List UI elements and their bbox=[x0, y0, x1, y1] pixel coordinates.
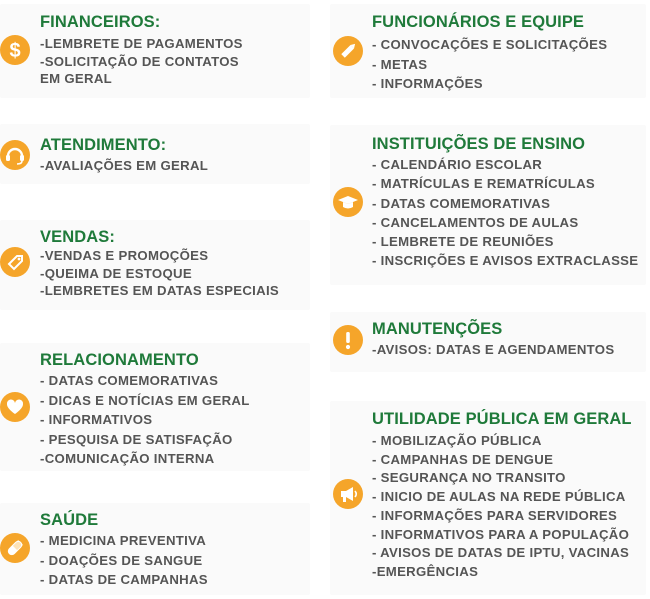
list-item: - AVISOS DE DATAS DE IPTU, VACINAS bbox=[372, 545, 630, 561]
section-title-vendas: VENDAS: bbox=[40, 228, 115, 246]
list-item: - DOAÇÕES DE SANGUE bbox=[40, 552, 203, 568]
list-item: - INFORMAÇÕES bbox=[372, 76, 483, 91]
section-list-manutencoes bbox=[372, 341, 614, 359]
list-item: - PESQUISA DE SATISFAÇÃO bbox=[40, 431, 233, 447]
section-title-instituicoes: INSTITUIÇÕES DE ENSINO bbox=[372, 135, 586, 153]
list-item: EM GERAL bbox=[40, 71, 113, 86]
list-item: -SOLICITAÇÃO DE CONTATOS bbox=[40, 53, 239, 69]
section-title-manutencoes: MANUTENÇÕES bbox=[372, 320, 503, 338]
section-list-financeiros bbox=[40, 35, 243, 88]
headset-icon bbox=[0, 140, 30, 170]
svg-text:$: $ bbox=[9, 40, 21, 62]
list-item: - CANCELAMENTOS DE AULAS bbox=[372, 214, 579, 230]
list-item: -LEMBRETES EM DATAS ESPECIAIS bbox=[40, 283, 280, 298]
section-title-atendimento: ATENDIMENTO: bbox=[40, 136, 167, 154]
section-list-saude bbox=[40, 531, 208, 590]
list-item: - INICIO DE AULAS NA REDE PÚBLICA bbox=[372, 489, 626, 505]
section-list-vendas bbox=[40, 247, 279, 300]
pencil-icon bbox=[333, 36, 363, 66]
list-item: - CONVOCAÇÕES E SOLICITAÇÕES bbox=[372, 37, 608, 52]
section-title-relacionamento: RELACIONAMENTO bbox=[40, 351, 199, 369]
list-item: - MEDICINA PREVENTIVA bbox=[40, 533, 207, 548]
pill-icon bbox=[0, 533, 30, 563]
list-item: - CAMPANHAS DE DENGUE bbox=[372, 451, 554, 467]
list-item: - DATAS COMEMORATIVAS bbox=[372, 195, 551, 211]
section-list-instituicoes bbox=[372, 155, 638, 271]
section-title-funcionarios: FUNCIONÁRIOS E EQUIPE bbox=[372, 13, 585, 31]
section-list-utilidade bbox=[372, 432, 629, 582]
list-item: -AVALIAÇÕES EM GERAL bbox=[40, 158, 209, 173]
section-list-funcionarios bbox=[372, 35, 607, 94]
price-tag-icon bbox=[0, 247, 30, 277]
heart-icon bbox=[0, 392, 30, 422]
list-item: - DATAS COMEMORATIVAS bbox=[40, 373, 219, 388]
list-item: -COMUNICAÇÃO INTERNA bbox=[40, 451, 215, 466]
list-item: - DICAS E NOTÍCIAS EM GERAL bbox=[40, 392, 250, 408]
list-item: - INSCRIÇÕES E AVISOS EXTRACLASSE bbox=[372, 253, 639, 269]
list-item: - INFORMATIVOS bbox=[40, 412, 153, 427]
section-list-relacionamento bbox=[40, 371, 250, 469]
section-list-atendimento bbox=[40, 157, 208, 175]
graduation-cap-icon bbox=[333, 187, 363, 217]
list-item: -QUEIMA DE ESTOQUE bbox=[40, 265, 192, 281]
section-title-saude: SAÚDE bbox=[40, 511, 99, 529]
megaphone-icon bbox=[333, 479, 363, 509]
list-item: - LEMBRETE DE REUNIÕES bbox=[372, 234, 554, 250]
list-item: -LEMBRETE DE PAGAMENTOS bbox=[40, 36, 243, 51]
list-item: - MATRÍCULAS E REMATRÍCULAS bbox=[372, 176, 595, 192]
dollar-icon bbox=[0, 35, 30, 65]
section-title-financeiros: FINANCEIROS: bbox=[40, 13, 161, 31]
list-item: - INFORMAÇÕES PARA SERVIDORES bbox=[372, 507, 618, 523]
list-item: - CALENDÁRIO ESCOLAR bbox=[372, 157, 543, 172]
list-item: - METAS bbox=[372, 56, 428, 72]
exclamation-icon bbox=[333, 325, 363, 355]
list-item: - DATAS DE CAMPANHAS bbox=[40, 572, 208, 587]
list-item: -EMERGÊNCIAS bbox=[372, 563, 479, 579]
list-item: -VENDAS E PROMOÇÕES bbox=[40, 248, 209, 263]
list-item: - INFORMATIVOS PARA A POPULAÇÃO bbox=[372, 526, 630, 542]
list-item: - SEGURANÇA NO TRANSITO bbox=[372, 470, 566, 486]
section-title-utilidade: UTILIDADE PÚBLICA EM GERAL bbox=[372, 410, 632, 428]
list-item: -AVISOS: DATAS E AGENDAMENTOS bbox=[372, 342, 615, 357]
list-item: - MOBILIZAÇÃO PÚBLICA bbox=[372, 433, 542, 448]
